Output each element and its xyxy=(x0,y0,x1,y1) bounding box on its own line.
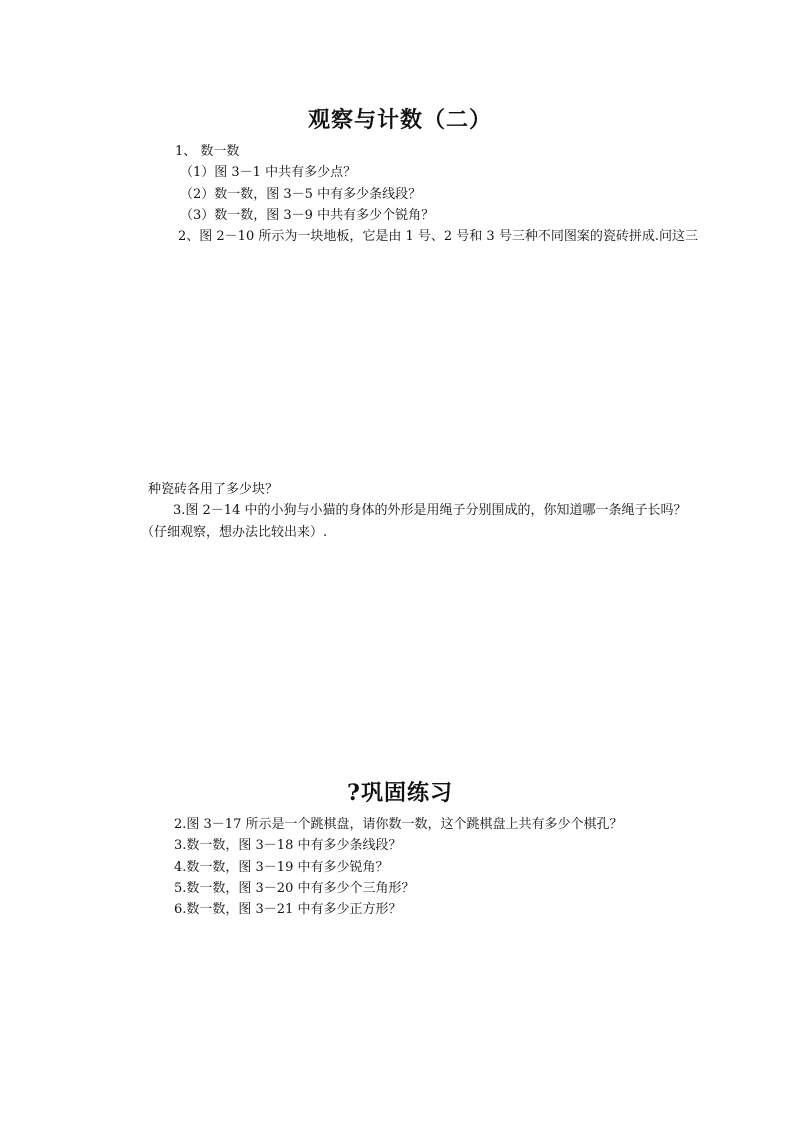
question-2-line-1: 2、图 2－10 所示为一块地板，它是由 1 号、2 号和 3 号三种不同图案的瓷砖拼成.问这三 xyxy=(178,229,698,244)
section-1-heading: 1、 数一数 xyxy=(175,144,240,159)
practice-item: 4.数一数，图 3－19 中有多少锐角？ xyxy=(174,860,389,875)
practice-item: 5.数一数，图 3－20 中有多少个三角形？ xyxy=(174,881,415,896)
question-1-3: （3）数一数，图 3－9 中共有多少个锐角？ xyxy=(180,208,435,223)
practice-item: 6.数一数，图 3－21 中有多少正方形？ xyxy=(174,902,402,917)
question-2-line-2: 种瓷砖各用了多少块？ xyxy=(148,482,279,497)
page-title: 观察与计数（二） xyxy=(307,107,492,133)
question-3-line-1: 3.图 2－14 中的小狗与小猫的身体的外形是用绳子分别围成的，你知道哪一条绳子长吗？ xyxy=(173,503,687,518)
practice-item: 2.图 3－17 所示是一个跳棋盘，请你数一数，这个跳棋盘上共有多少个棋孔？ xyxy=(174,817,623,832)
practice-item: 3.数一数，图 3－18 中有多少条线段？ xyxy=(174,838,402,853)
question-1-2: （2）数一数，图 3－5 中有多少条线段？ xyxy=(180,187,422,202)
question-3-line-2: （仔细观察，想办法比较出来）. xyxy=(141,525,328,540)
question-1-1: （1）图 3－1 中共有多少点？ xyxy=(180,165,357,180)
practice-title: ?巩固练习 xyxy=(347,780,453,806)
